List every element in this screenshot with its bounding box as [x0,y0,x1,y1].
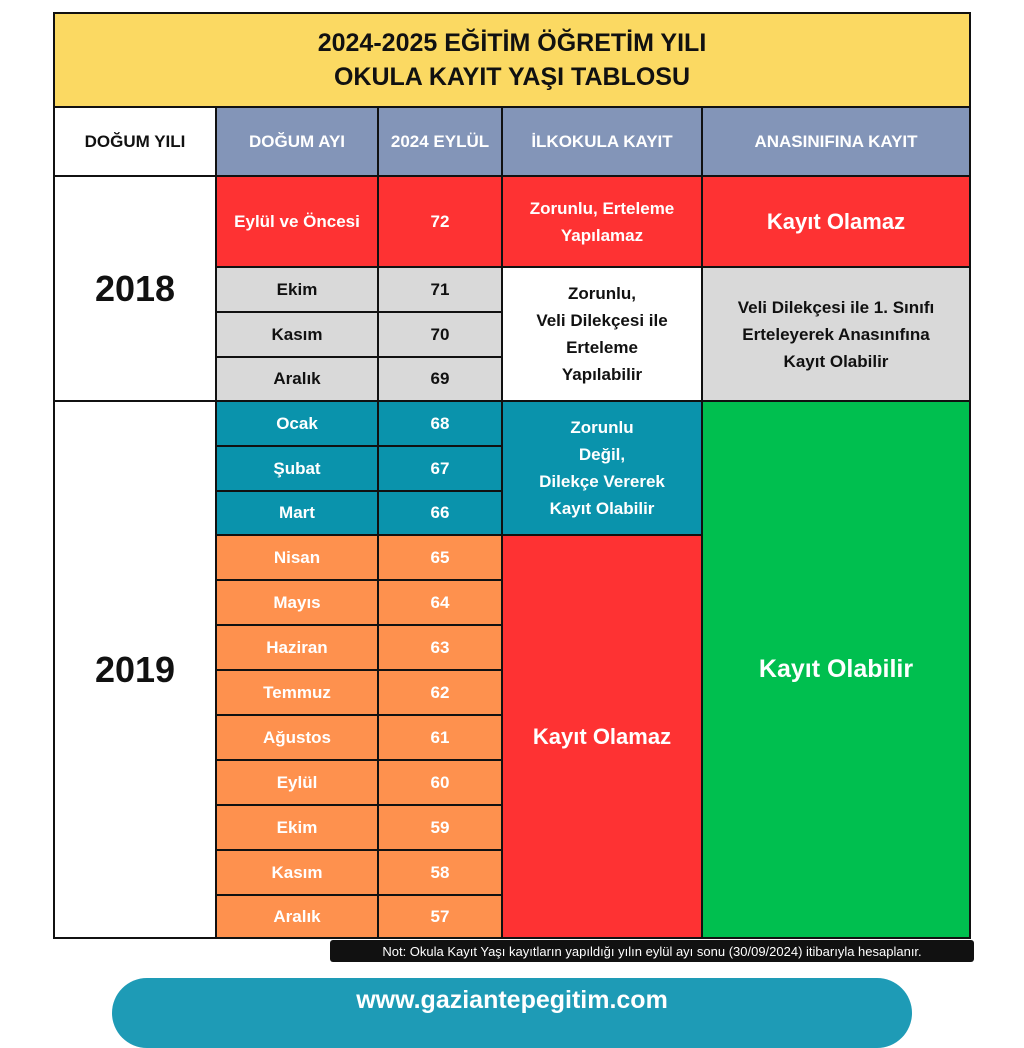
month-cell: Nisan [215,534,379,581]
ilkokul-zorunlu-erteleme-var: Zorunlu, Veli Dilekçesi ile Erteleme Yapılabilir [501,266,703,402]
month-cell: Mayıs [215,579,379,626]
month-cell: Temmuz [215,669,379,716]
header-2024-eylul: 2024 EYLÜL [377,106,503,177]
month-cell: Eylül [215,759,379,806]
header-dogum-ayi: DOĞUM AYI [215,106,379,177]
header-ilkokula-kayit: İLKOKULA KAYIT [501,106,703,177]
age-cell: 70 [377,311,503,358]
ilkokul-kayit-olamaz: Kayıt Olamaz [501,534,703,939]
month-cell: Ekim [215,804,379,851]
month-cell: Eylül ve Öncesi [215,175,379,268]
age-cell: 65 [377,534,503,581]
month-cell: Şubat [215,445,379,492]
age-cell: 66 [377,490,503,536]
ilkokul-zorunlu-degil: Zorunlu Değil, Dilekçe Vererek Kayıt Olabilir [501,400,703,536]
age-cell: 69 [377,356,503,402]
month-cell: Haziran [215,624,379,671]
website-banner [112,978,912,1048]
website-url[interactable]: www.gaziantepegitim.com [356,986,668,1014]
age-cell: 60 [377,759,503,806]
age-cell: 59 [377,804,503,851]
age-cell: 58 [377,849,503,896]
header-anasinifina-kayit: ANASINIFINA KAYIT [701,106,971,177]
anasinif-kayit-olabilir: Kayıt Olabilir [701,400,971,939]
age-cell: 57 [377,894,503,939]
title-line-1: 2024-2025 EĞİTİM ÖĞRETİM YILI [317,29,707,57]
footnote: Not: Okula Kayıt Yaşı kayıtların yapıldığı yılın eylül ayı sonu (30/09/2024) itibarıyla hesaplanır. [330,940,974,962]
month-cell: Kasım [215,849,379,896]
age-cell: 64 [377,579,503,626]
month-cell: Kasım [215,311,379,358]
month-cell: Ağustos [215,714,379,761]
month-cell: Aralık [215,356,379,402]
age-cell: 62 [377,669,503,716]
age-cell: 71 [377,266,503,313]
month-cell: Mart [215,490,379,536]
header-dogum-yili: DOĞUM YILI [53,106,217,177]
year-2018: 2018 [53,175,217,402]
ilkokul-zorunlu-erteleme-yok: Zorunlu, Erteleme Yapılamaz [501,175,703,268]
month-cell: Aralık [215,894,379,939]
month-cell: Ekim [215,266,379,313]
month-cell: Ocak [215,400,379,447]
table-title [53,12,971,108]
age-cell: 67 [377,445,503,492]
anasinif-kayit-olamaz: Kayıt Olamaz [701,175,971,268]
title-line-2: OKULA KAYIT YAŞI TABLOSU [333,63,691,91]
age-cell: 72 [377,175,503,268]
age-cell: 63 [377,624,503,671]
anasinif-veli-dilekcesi: Veli Dilekçesi ile 1. Sınıfı Erteleyerek Anasınıfına Kayıt Olabilir [701,266,971,402]
age-cell: 68 [377,400,503,447]
year-2019: 2019 [53,400,217,939]
age-cell: 61 [377,714,503,761]
